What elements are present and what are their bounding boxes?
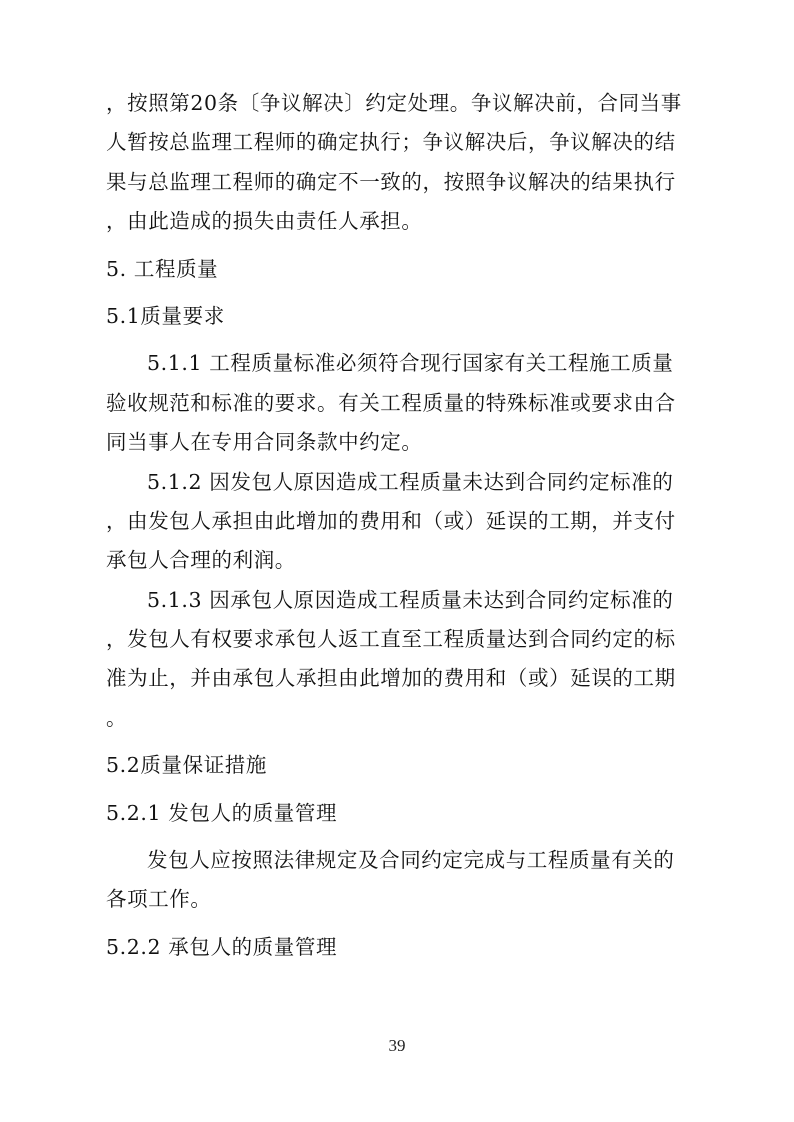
text-line: 5. 工程质量 xyxy=(106,256,219,281)
section-heading-5 xyxy=(106,250,690,289)
clause-heading-5-2-2 xyxy=(106,928,690,967)
text-line: ，由此造成的损失由责任人承担。 xyxy=(106,209,423,234)
text-line: 果与总监理工程师的确定不一致的，按照争议解决的结果执行 xyxy=(106,169,676,194)
text-line: ，按照第20条〔争议解决〕约定处理。争议解决前，合同当事 xyxy=(106,91,682,115)
clause-heading-5-2-1 xyxy=(106,794,690,833)
text-line: 验收规范和标准的要求。有关工程质量的特殊标准或要求由合 xyxy=(106,390,676,415)
text-line: 5.1.3 因承包人原因造成工程质量未达到合同约定标准的 xyxy=(147,587,674,612)
document-body xyxy=(106,84,690,967)
text-line: 5.2.2 承包人的质量管理 xyxy=(106,934,338,959)
text-line: ，由发包人承担由此增加的费用和（或）延误的工期，并支付 xyxy=(106,508,676,533)
page-number: 39 xyxy=(388,1036,406,1055)
clause-5-1-3 xyxy=(106,581,690,739)
text-line: 。 xyxy=(106,705,128,730)
text-line: 5.1质量要求 xyxy=(106,303,225,328)
subsection-heading-5-2 xyxy=(106,746,690,785)
text-line: 5.1.1 工程质量标准必须符合现行国家有关工程施工质量 xyxy=(147,351,674,376)
text-line: 5.2.1 发包人的质量管理 xyxy=(106,800,338,825)
subsection-heading-5-1 xyxy=(106,297,690,336)
clause-5-1-2 xyxy=(106,463,690,581)
clause-5-1-1 xyxy=(106,344,690,462)
text-line: 人暂按总监理工程师的确定执行；争议解决后，争议解决的结 xyxy=(106,130,676,155)
text-line: 准为止，并由承包人承担由此增加的费用和（或）延误的工期 xyxy=(106,666,676,691)
text-line: 承包人合理的利润。 xyxy=(106,548,296,573)
text-line: ，发包人有权要求承包人返工直至工程质量达到合同约定的标 xyxy=(106,627,676,652)
clause-5-2-1-body xyxy=(106,841,690,920)
text-line: 各项工作。 xyxy=(106,887,212,912)
text-line: 5.2质量保证措施 xyxy=(106,753,268,778)
text-line: 5.1.2 因发包人原因造成工程质量未达到合同约定标准的 xyxy=(147,469,674,494)
paragraph-continuation xyxy=(106,84,690,242)
text-line: 同当事人在专用合同条款中约定。 xyxy=(106,430,423,455)
text-line: 发包人应按照法律规定及合同约定完成与工程质量有关的 xyxy=(147,848,675,873)
